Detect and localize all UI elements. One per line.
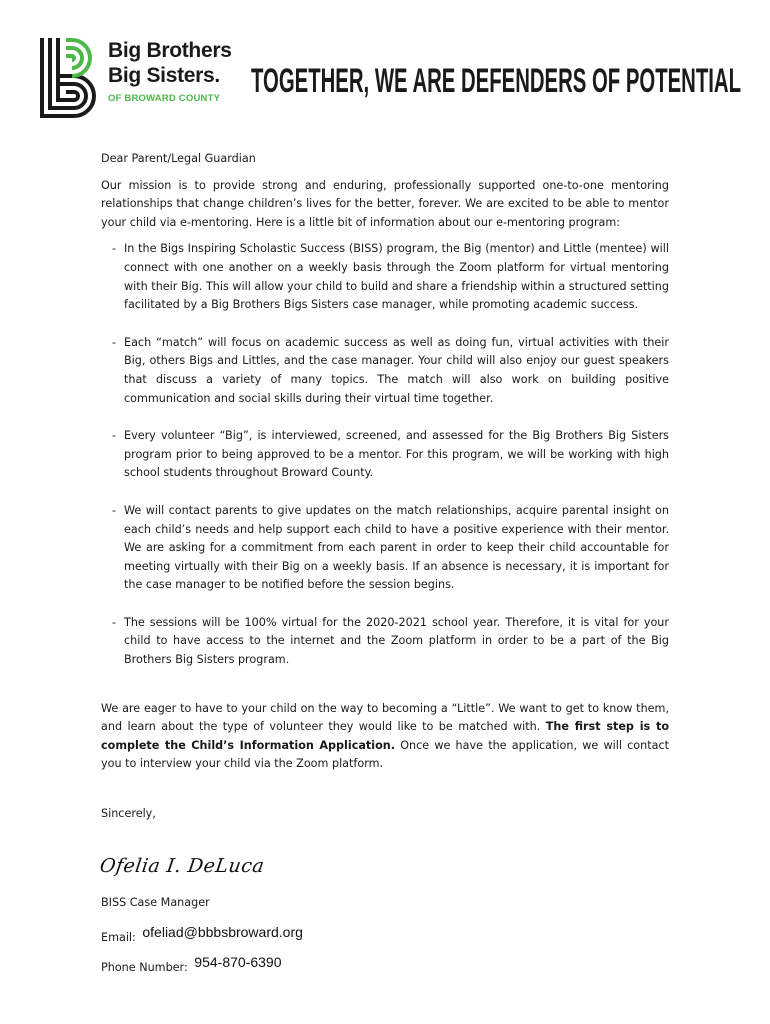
logo-subtitle: OF BROWARD COUNTY xyxy=(108,93,221,104)
bbbs-logo-icon xyxy=(38,36,102,120)
list-item: - The sessions will be 100% virtual for the 2020-2021 school year. Therefore, it is vital for your child to have access to the internet and the Zoom platform in order to be a part of the Big Brothers Big Sisters program. xyxy=(112,615,669,667)
email-value[interactable]: ofeliad@bbbsbroward.org xyxy=(142,924,303,940)
email-label: Email: xyxy=(101,931,136,944)
letterhead xyxy=(0,0,770,140)
phone-value[interactable]: 954-870-6390 xyxy=(194,954,282,970)
logo-line-1: Big Brothers xyxy=(108,39,232,62)
signature: Ofelia I. DeLuca xyxy=(98,855,266,877)
phone-label: Phone Number: xyxy=(101,961,188,974)
phone-line xyxy=(101,954,282,974)
tagline xyxy=(251,54,743,102)
intro-paragraph: Our mission is to provide strong and enduring, professionally supported one-to-one mentoring relationships that change children’s lives for the better, forever. We are excited to be able to mentor your child via e-mentoring. Here is a little bit of information about our e-mentoring program: xyxy=(101,178,669,229)
logo-line-2: Big Sisters. xyxy=(108,64,220,87)
list-item: - In the Bigs Inspiring Scholastic Success (BISS) program, the Big (mentor) and Little (mentee) will connect with one another on a weekly basis through the Zoom platform for virtual mentoring with their Big. This will allow your child to build and share a friendship within a structured setting facilitated by a Big Brothers Bigs Sisters case manager, while promoting academic success. xyxy=(112,242,669,312)
list-item: - Each “match” will focus on academic success as well as doing fun, virtual activities with their Big, others Bigs and Littles, and the case manager. Your child will also enjoy our guest speakers that discuss a variety of many topics. The match will also work on building positive communication and social skills during their virtual time together. xyxy=(112,335,669,405)
email-line xyxy=(101,924,303,944)
call-to-action: The first step is to complete the Child’s Information Application. xyxy=(101,720,669,752)
closing-paragraph: We are eager to have to your child on the way to becoming a “Little”. We want to get to know them, and learn about the type of volunteer they would like to be matched with. The first step is to complete the Child’s Information Application. Once we have the application, we will contact you to interview your child via the Zoom platform. xyxy=(101,701,669,771)
greeting: Dear Parent/Legal Guardian xyxy=(101,152,256,165)
sign-off: Sincerely, xyxy=(101,807,156,821)
list-item: - Every volunteer “Big”, is interviewed, screened, and assessed for the Big Brothers Big Sisters program prior to being approved to be a mentor. For this program, we will be working with high school students throughout Broward County. xyxy=(112,429,669,480)
signer-title: BISS Case Manager xyxy=(101,896,210,909)
logo-wordmark xyxy=(108,38,232,104)
tagline-text: TOGETHER, WE ARE DEFENDERS OF POTENTIAL xyxy=(251,62,741,100)
list-item: - We will contact parents to give updates on the match relationships, acquire parental insight on each child’s needs and help support each child to have a positive experience with their mentor. We are asking for a commitment from each parent in order to keep their child accountable for meeting virtually with their Big on a weekly basis. If an absence is necessary, it is important for the case manager to be notified before the session begins. xyxy=(112,503,669,592)
letter-body xyxy=(101,150,669,824)
program-details-list xyxy=(101,240,669,669)
